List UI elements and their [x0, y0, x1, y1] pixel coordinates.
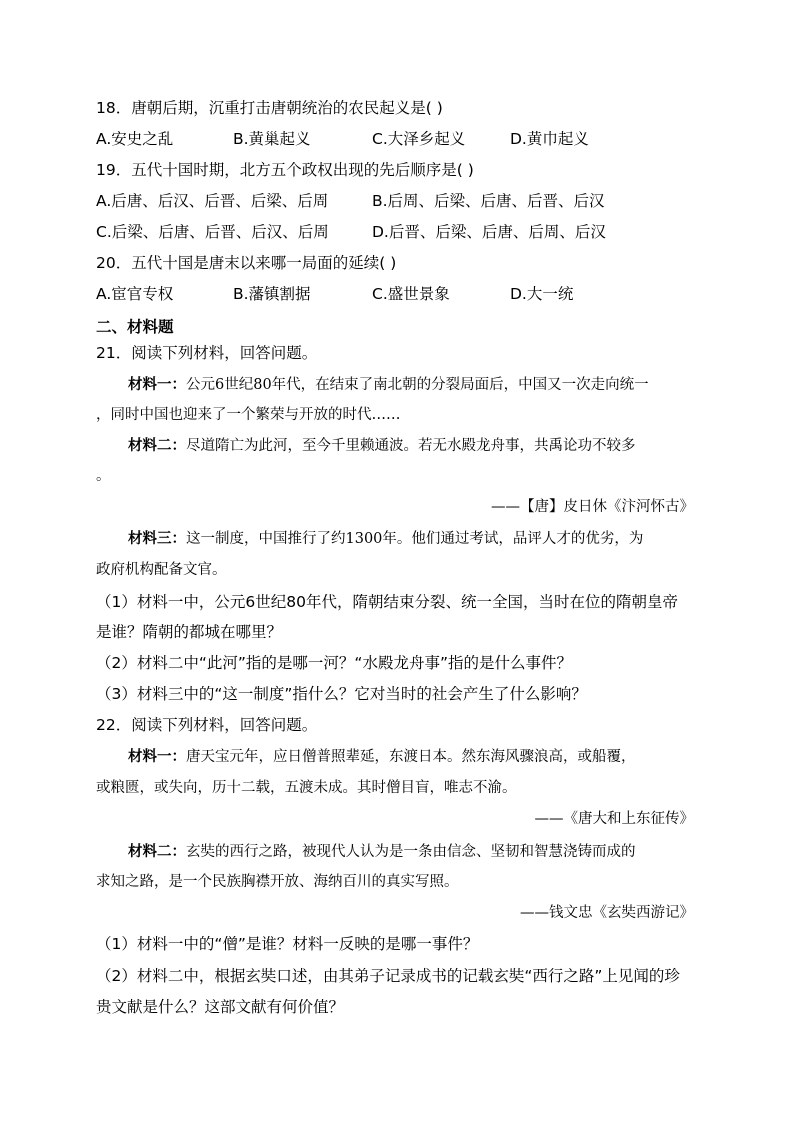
material-text: 公元6世纪80年代，在结束了南北朝的分裂局面后，中国又一次走向统一 [186, 377, 649, 393]
q20-option-b: B.藩镇割据 [233, 285, 311, 303]
q22-material-1-line-1 [128, 747, 636, 767]
q22-material-2-line-1 [128, 842, 636, 862]
q20-option-d: D.大一统 [510, 285, 574, 303]
q19-option-d: D.后晋、后梁、后唐、后周、后汉 [372, 223, 606, 241]
question-18-stem: 18．唐朝后期，沉重打击唐朝统治的农民起义是( ) [96, 99, 443, 117]
material-text: 玄奘的西行之路，被现代人认为是一条由信念、坚韧和智慧浇铸而成的 [186, 844, 636, 860]
material-label: 材料一： [128, 376, 186, 393]
q19-option-a: A.后唐、后汉、后晋、后梁、后周 [96, 192, 329, 210]
q22-material-2-line-2: 求知之路，是一个民族胸襟开放、海纳百川的真实写照。 [96, 874, 459, 890]
q18-option-d: D.黄巾起义 [510, 130, 589, 148]
q21-material-2-line-1 [128, 436, 636, 456]
q21-material-3-line-2: 政府机构配备文官。 [96, 562, 227, 578]
q22-material-2-source: ——钱文忠《玄奘西游记》 [520, 905, 694, 921]
q21-material-3-line-1 [128, 529, 643, 549]
q19-option-b: B.后周、后梁、后唐、后晋、后汉 [372, 192, 605, 210]
q20-option-c: C.盛世景象 [372, 285, 450, 303]
q22-material-1-source: ——《唐大和上东征传》 [534, 811, 694, 827]
material-label: 材料一： [128, 748, 186, 765]
q21-sub-1-line-2: 是谁？隋朝的都城在哪里？ [96, 623, 283, 641]
q21-material-1-line-1 [128, 375, 649, 395]
question-20-stem: 20．五代十国是唐末以来哪一局面的延续( ) [96, 254, 397, 272]
q21-sub-1-line-1: （1）材料一中，公元6世纪80年代，隋朝结束分裂、统一全国，当时在位的隋朝皇帝 [96, 593, 678, 611]
q21-material-1-line-2: ，同时中国也迎来了一个繁荣与开放的时代…… [96, 407, 401, 423]
q21-sub-2: （2）材料二中“此河”指的是哪一河？“水殿龙舟事”指的是什么事件？ [96, 654, 572, 672]
material-text: 尽道隋亡为此河，至今千里赖通波。若无水殿龙舟事，共禹论功不较多 [186, 438, 636, 454]
q18-option-c: C.大泽乡起义 [372, 130, 466, 148]
material-text: 唐天宝元年，应日僧普照辈延，东渡日本。然东海风骤浪高，或船覆， [186, 749, 636, 765]
section-heading: 二、材料题 [96, 318, 174, 336]
q18-option-a: A.安史之乱 [96, 130, 174, 148]
q22-sub-1: （1）材料一中的“僧”是谁？材料一反映的是哪一事件？ [96, 935, 479, 953]
question-19-stem: 19．五代十国时期，北方五个政权出现的先后顺序是( ) [96, 161, 474, 179]
q20-option-a: A.宦官专权 [96, 285, 174, 303]
question-22-stem: 22．阅读下列材料，回答问题。 [96, 716, 318, 734]
q21-material-2-line-2: 。 [96, 468, 111, 484]
q22-sub-2-line-1: （2）材料二中，根据玄奘口述，由其弟子记录成书的记载玄奘“西行之路”上见闻的珍 [96, 967, 680, 985]
material-label: 材料二： [128, 437, 186, 454]
q21-material-2-source: ——【唐】皮日休《汴河怀古》 [491, 499, 694, 515]
q18-option-b: B.黄巢起义 [233, 130, 311, 148]
q22-material-1-line-2: 或粮匮，或失向，历十二载，五渡未成。其时僧目盲，唯志不渝。 [96, 780, 517, 796]
q19-option-c: C.后梁、后唐、后晋、后汉、后周 [96, 223, 329, 241]
material-text: 这一制度，中国推行了约1300年。他们通过考试，品评人才的优劣，为 [186, 531, 644, 547]
question-21-stem: 21．阅读下列材料，回答问题。 [96, 344, 318, 362]
material-label: 材料二： [128, 843, 186, 860]
q22-sub-2-line-2: 贵文献是什么？这部文献有何价值？ [96, 998, 345, 1016]
q21-sub-3: （3）材料三中的“这一制度”指什么？它对当时的社会产生了什么影响？ [96, 685, 587, 703]
material-label: 材料三： [128, 530, 186, 547]
